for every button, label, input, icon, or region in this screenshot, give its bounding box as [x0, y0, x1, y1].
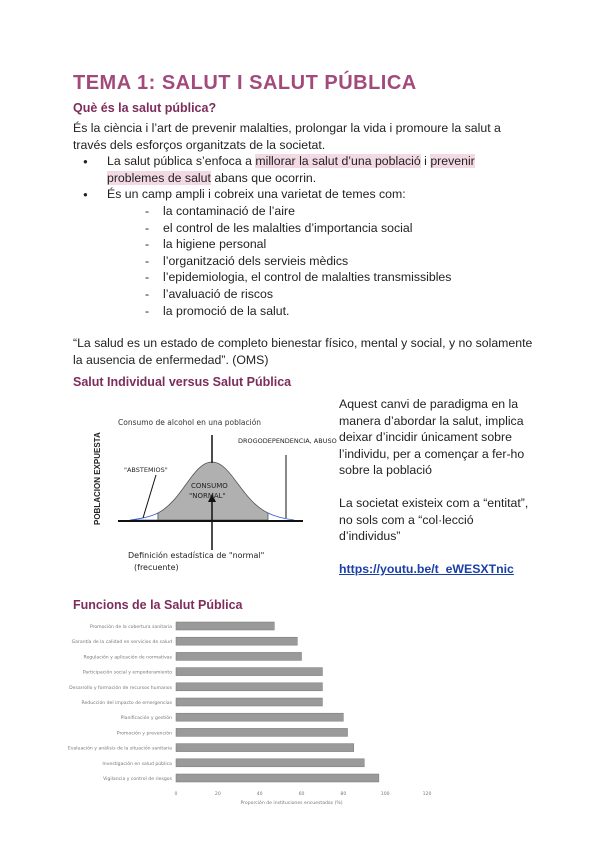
left-pointer [143, 475, 156, 518]
category-label: Participación social y empoderamiento [82, 670, 172, 676]
x-axis-label: Proporción de instituciones encuestadas (%) [240, 801, 343, 807]
x-tick-label: 100 [380, 792, 390, 798]
category-label: Reducción del impacto de emergencias [81, 701, 172, 706]
figure-caption-2: (frecuente) [134, 563, 179, 572]
list-item: - la promoció de la salut. [145, 303, 533, 320]
bullet-focus: ● La salut pública s’enfoca a millorar la salut d’una població i prevenir problemes de salut abans que ocorrin. [73, 153, 533, 186]
x-tick-label: 120 [422, 792, 432, 798]
category-label: Vigilancia y control de riesgos [103, 777, 172, 782]
bar [176, 668, 322, 676]
consumo-label: CONSUMO [191, 482, 228, 490]
figure-caption: Definición estadística de "normal" [128, 551, 265, 560]
list-item: - el control de les malalties d’importancia social [145, 220, 533, 237]
section-heading-functions: Funcions de la Salut Pública [73, 598, 243, 612]
x-tick-label: 0 [174, 792, 178, 798]
category-label: Evaluación y análisis de la situación sanitaria [67, 746, 172, 752]
bar [176, 698, 322, 706]
category-label: Planificación y gestión [120, 716, 172, 722]
bar [176, 774, 379, 782]
paradigm-paragraph: Aquest canvi de paradigma en la manera d’abordar la salut, implica deixar d’incidir únicament sobre l’individu, per a començar a fer-ho sobre la població [339, 397, 525, 478]
topics-list [73, 203, 533, 319]
society-paragraph: La societat existeix com a “entitat”, no sols com a “col·lecció d’individus” [339, 495, 529, 544]
bar [176, 759, 364, 767]
x-tick-label: 20 [214, 792, 221, 798]
list-item: - l’organització dels servieis mèdics [145, 253, 533, 270]
functions-bar-chart [40, 615, 460, 815]
category-label: Promoción y prevención [116, 731, 172, 737]
category-label: Regulación y aplicación de normativas [83, 655, 172, 661]
category-label: Garantía de la calidad en servicios de salud [71, 640, 172, 646]
list-item: - l’epidemiologia, el control de malalties transmissibles [145, 269, 533, 286]
definition-text: És la ciència i l’art de prevenir malalties, prolongar la vida i promoure la salut a través dels esforços organitzats de la societat. [73, 121, 501, 152]
bar [176, 713, 343, 721]
bullet-scope: ● És un camp ampli i cobreix una varietat de temes com: [73, 186, 533, 203]
normal-curve [158, 462, 268, 520]
bar [176, 622, 274, 630]
highlight-text: millorar la salut d’una població [255, 154, 421, 169]
bar [176, 683, 322, 691]
right-tail [268, 513, 294, 520]
figure-ylabel: POBLACION EXPUESTA [93, 432, 102, 525]
category-label: Desarrollo y formación de recursos humanos [69, 685, 172, 691]
section-heading-what-is: Què és la salut pública? [73, 101, 217, 115]
youtube-link[interactable]: https://youtu.be/t_eWESXTnic [339, 561, 514, 576]
figure-title: Consumo de alcohol en una población [118, 418, 262, 427]
bar [176, 637, 297, 645]
list-item: - l’avaluació de riscos [145, 286, 533, 303]
paradigm-text-block [339, 396, 529, 577]
section1-body [73, 120, 533, 368]
drogo-label: DROGODEPENDENCIA, ABUSO [238, 437, 337, 445]
x-tick-label: 80 [340, 792, 347, 798]
section-heading-individual-vs-public: Salut Individual versus Salut Pública [73, 375, 292, 389]
bar [176, 728, 348, 736]
bar [176, 652, 302, 660]
list-item: - la higiene personal [145, 236, 533, 253]
abstemios-label: "ABSTEMIOS" [124, 466, 168, 474]
bar [176, 744, 354, 752]
x-tick-label: 40 [256, 792, 263, 798]
page-title: TEMA 1: SALUT I SALUT PÚBLICA [73, 72, 417, 94]
list-item: - la contaminació de l’aire [145, 203, 533, 220]
who-quote: “La salud es un estado de completo bienestar físico, mental y social, y no solamente la ausencia de enfermedad”. (OMS) [73, 336, 533, 367]
alcohol-consumption-figure [88, 410, 337, 575]
category-label: Investigación en salud pública [102, 761, 172, 767]
category-label: Promoción de la cobertura sanitaria [89, 625, 172, 630]
x-tick-label: 60 [298, 792, 305, 798]
normal-label: "NORMAL" [189, 492, 226, 500]
highlight-text: prevenir problemes de salut [107, 154, 475, 185]
